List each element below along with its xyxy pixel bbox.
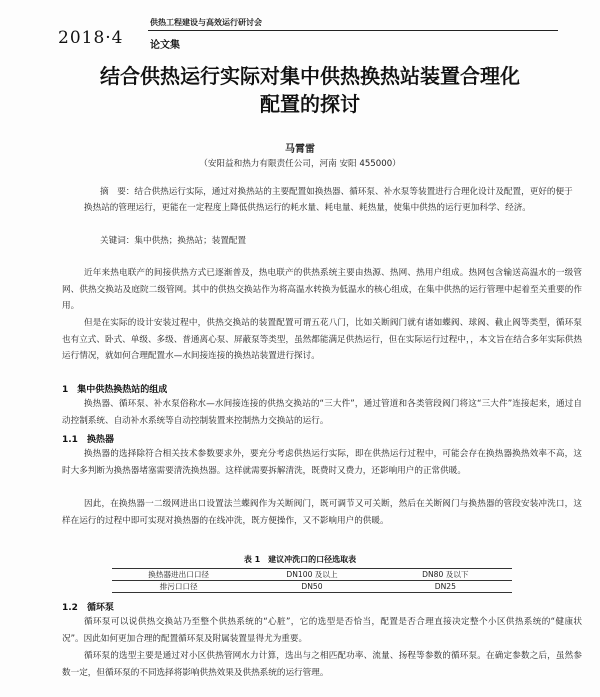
header-year-issue: 2018·4 <box>58 28 124 48</box>
author: 马霄雷 <box>285 144 315 155</box>
table-cell: 排污口口径 <box>112 581 245 593</box>
flush-outlet-table <box>112 568 512 593</box>
article-title-line-2: 配置的探讨 <box>260 92 360 116</box>
abstract: 摘 要：结合供热运行实际，通过对换热站的主要配置如换热器、循环泵、补水泵等装置进行合理化设计及配置，更好的便于换热站的管理运行，更能在一定程度上降低供热运行的耗水量、耗电量、耗热量，使集中供热的运行更加科学、经济。 <box>84 187 573 213</box>
keywords: 关键词：集中供热；换热站；装置配置 <box>100 236 247 246</box>
table-cell: DN25 <box>379 581 512 593</box>
body-paragraph: 循环泵可以说供热交换站乃至整个供热系统的“心脏”，它的选型是否恰当，配置是否合理直接决定整个小区供热系统的“健康状况”。因此如何更加合理的配置循环泵及附属装置显得尤为重要。 <box>62 617 582 644</box>
body-paragraph: 换热器、循环泵、补水泵俗称水—水间接连接的供热交换站的“三大件”，通过管道和各类管段阀门将这“三大件”连接起来，通过自动控制系统、自动补水系统等自动控制装置来控制热力交换站的运行。 <box>62 399 582 426</box>
article-title-line-1: 结合供热运行实际对集中供热换热站装置合理化 <box>100 64 520 88</box>
body-paragraph: 循环泵的选型主要是通过对小区供热管网水力计算，选出与之相匹配功率、流量、扬程等参数的循环泵。在确定参数之后，虽然参数一定，但循环泵的不同选择将影响供热效果及供热系统的运行管理。 <box>62 651 582 678</box>
body-paragraph: 近年来热电联产的间接供热方式已逐渐普及，热电联产的供热系统主要由热源、热网、热用户组成。热网包含输送高温水的一级管网、供热交换站及庭院二级管网。其中的供热交换站作为将高温水转换为低温水的核心组成，在集中供热的运行管理中起着至关重要的作用。 <box>62 268 582 311</box>
article-title <box>40 62 580 118</box>
header-section: 论文集 <box>150 40 180 51</box>
header-journal-name: 供热工程建设与高效运行研讨会 <box>150 18 262 27</box>
table-cell: 换热器进出口口径 <box>112 569 245 581</box>
table-cell: DN100 及以上 <box>245 569 378 581</box>
body-paragraph: 换热器的选择除符合相关技术参数要求外，要充分考虑供热运行实际，即在供热运行过程中，可能会存在换热器换热效率不高，这时大多判断为换热器堵塞需要清洗换热器。这样就需要拆解清洗，既费时又费力，还影响用户的正常供暖。 <box>62 449 582 476</box>
body-paragraph: 因此，在换热器一二级网进出口设置法兰蝶阀作为关断阀门，既可调节又可关断，然后在关断阀门与换热器的管段安装冲洗口，这样在运行的过程中即可实现对换热器的在线冲洗，既方便操作，又不影响用户的供暖。 <box>62 499 582 526</box>
header-rule <box>148 30 558 31</box>
table-caption: 表 1 建议冲洗口的口径选取表 <box>243 555 357 564</box>
table-cell: DN80 及以下 <box>379 569 512 581</box>
subsection-heading: 1.2 循环泵 <box>62 603 114 613</box>
table-row <box>112 581 512 593</box>
table-header-row <box>112 569 512 581</box>
section-heading: 1 集中供热换热站的组成 <box>62 385 168 395</box>
body-paragraph: 但是在实际的设计安装过程中，供热交换站的装置配置可谓五花八门，比如关断阀门就有诸如蝶阀、球阀、截止阀等类型，循环泵也有立式、卧式、单级、多级、普通离心泵、屏蔽泵等类型，虽然都能满足供热运行，但在实际运行过程中，，本文旨在结合多年实际供热运行情况，就如何合理配置水—水间接连接的换热站装置进行探讨。 <box>62 318 582 361</box>
affiliation: （安阳益和热力有限责任公司，河南 安阳 455000） <box>199 159 401 169</box>
table-cell: DN50 <box>245 581 378 593</box>
subsection-heading: 1.1 换热器 <box>62 435 114 445</box>
